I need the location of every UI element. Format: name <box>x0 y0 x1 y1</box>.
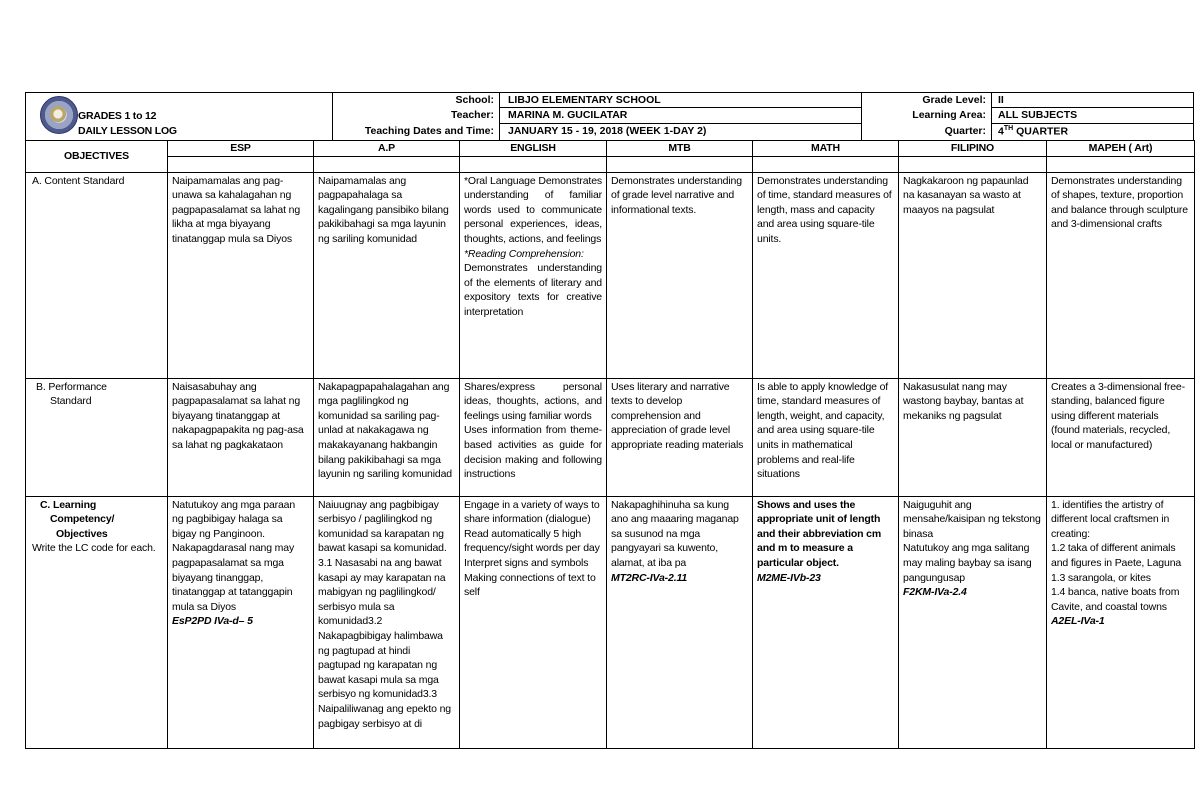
blank-header-row <box>26 156 1195 172</box>
oral-language-text: *Oral Language Demonstrates understanding of familiar words used to communicate personal experiences, ideas, thoughts, actions, and feelings <box>464 174 602 245</box>
column-header-ap: A.P <box>314 141 460 157</box>
filipino-learning-competency: Naiguguhit ang mensahe/kaisipan ng tekstong binasa Natutukoy ang mga salitang may maling baybay sa isang pangungusap F2KM-IVa-2.4 <box>899 496 1047 748</box>
mapeh-content-standard: Demonstrates understanding of shapes, texture, proportion and balance through sculpture and 3-dimensional crafts <box>1047 172 1195 378</box>
content-standard-label: A. Content Standard <box>26 172 168 378</box>
objectives-header: OBJECTIVES <box>26 141 168 173</box>
math-content-standard: Demonstrates understanding of time, standard measures of length, mass and capacity and area using square-tile units. <box>753 172 899 378</box>
ap-performance-standard: Nakapagpapahalagahan ang mga paglilingkod ng komunidad sa sariling pag-unlad at nakakagawa ng makakayanang hakbangin bilang pakikibahagi sa mga layunin ng sariling komunidad <box>314 378 460 496</box>
column-header-mapeh: MAPEH ( Art) <box>1047 141 1195 157</box>
esp-learning-competency: Natutukoy ang mga paraan ng pagbibigay halaga sa bigay ng Panginoon. Nakapagdarasal nang may pagpapasalamat sa mga biyayang tinanggap, tinatanggap at tatanggapin mula sa Diyos EsP2PD IVa-d– 5 <box>168 496 314 748</box>
mapeh-learning-competency: 1. identifies the artistry of different local craftsmen in creating: 1.2 taka of different animals and figures in Paete, Laguna 1.3 sarangola, or kites 1.4 banca, native boats from Cavite, and coastal towns A2EL-IVa-1 <box>1047 496 1195 748</box>
header-top-border <box>25 92 1194 93</box>
teaching-dates-value: JANUARY 15 - 19, 2018 (WEEK 1-DAY 2) <box>508 125 707 137</box>
column-header-esp: ESP <box>168 141 314 157</box>
esp-performance-standard: Naisasabuhay ang pagpapasalamat sa lahat ng biyayang tinatanggap at nakapagpapakita ng pag-asa sa lahat ng pagkakataon <box>168 378 314 496</box>
mtb-content-standard: Demonstrates understanding of grade level narrative and informational texts. <box>607 172 753 378</box>
deped-seal-icon <box>40 96 78 134</box>
learning-area-value: ALL SUBJECTS <box>998 109 1078 121</box>
quarter-value: 4TH QUARTER <box>998 125 1069 138</box>
grade-level-label: Grade Level: <box>922 94 986 106</box>
performance-standard-row <box>26 378 1195 496</box>
school-label: School: <box>455 94 494 106</box>
quarter-label: Quarter: <box>944 125 986 137</box>
lc-code: A2EL-IVa-1 <box>1051 615 1105 628</box>
column-header-english: ENGLISH <box>460 141 607 157</box>
teacher-value: MARINA M. GUCILATAR <box>508 109 628 121</box>
content-standard-row <box>26 172 1195 378</box>
header-divider <box>991 107 1194 108</box>
blank-cell <box>753 156 899 172</box>
filipino-content-standard: Nagkakaroon ng papaunlad na kasanayan sa wasto at maayos na pagsulat <box>899 172 1047 378</box>
grades-title: GRADES 1 to 12 <box>78 110 157 122</box>
blank-cell <box>314 156 460 172</box>
filipino-performance-standard: Nakasusulat nang may wastong baybay, bantas at mekaniks ng pagsulat <box>899 378 1047 496</box>
math-learning-competency: Shows and uses the appropriate unit of length and their abbreviation cm and m to measure a particular object. M2ME-IVb-23 <box>753 496 899 748</box>
mtb-learning-competency: Nakapaghihinuha sa kung ano ang maaaring maganap sa susunod na mga pangyayari sa kuwento, alamat, at iba pa MT2RC-IVa-2.11 <box>607 496 753 748</box>
english-performance-standard: Shares/express personal ideas, thoughts, actions, and feelings using familiar words Uses information from theme-based activities as guide for decision making and following instructions <box>460 378 607 496</box>
daily-lesson-log-title: DAILY LESSON LOG <box>78 125 177 137</box>
header-border <box>332 92 333 140</box>
english-learning-competency: Engage in a variety of ways to share information (dialogue) Read automatically 5 high frequency/sight words per day Interpret signs and symbols Making connections of text to self <box>460 496 607 748</box>
performance-standard-label: B. Performance Standard <box>26 378 168 496</box>
mtb-performance-standard: Uses literary and narrative texts to develop comprehension and appreciation of grade level appropriate reading materials <box>607 378 753 496</box>
header-divider <box>499 123 861 124</box>
header-border <box>861 92 862 140</box>
header-border <box>1193 92 1194 140</box>
mapeh-performance-standard: Creates a 3-dimensional free-standing, balanced figure using different materials (found materials, recycled, local or manufactured) <box>1047 378 1195 496</box>
learning-area-label: Learning Area: <box>912 109 986 121</box>
ap-content-standard: Naipamamalas ang pagpapahalaga sa kagalingang pansibiko bilang pakikibahagi sa mga layunin ng sariling komunidad <box>314 172 460 378</box>
blank-cell <box>607 156 753 172</box>
english-content-standard <box>460 172 607 378</box>
reading-comprehension-heading: *Reading Comprehension: <box>464 247 584 260</box>
ap-learning-competency: Naiuugnay ang pagbibigay serbisyo / paglilingkod ng komunidad sa karapatan ng bawat kasapi sa komunidad. 3.1 Nasasabi na ang bawat kasapi ay may karapatan na mabigyan ng paglilingkod/ serbisyo mula sa komunidad3.2 Nakapagbibigay halimbawa ng pagtupad at hindi pagtupad ng karapatan ng bawat kasapi mula sa mga serbisyo ng komunidad3.3 Naipaliliwanag ang epekto ng pagbigay serbisyo at di <box>314 496 460 748</box>
header-divider <box>991 123 1194 124</box>
blank-cell <box>460 156 607 172</box>
blank-cell <box>899 156 1047 172</box>
lc-code: M2ME-IVb-23 <box>757 571 821 584</box>
header-divider <box>499 107 861 108</box>
reading-comprehension-text: Demonstrates understanding of the elements of literary and expository texts for creative interpretation <box>464 262 602 318</box>
column-header-math: MATH <box>753 141 899 157</box>
header-border <box>499 92 500 140</box>
lc-code: EsP2PD IVa-d– 5 <box>172 615 253 628</box>
blank-cell <box>1047 156 1195 172</box>
header-border <box>25 92 26 140</box>
math-performance-standard: Is able to apply knowledge of time, standard measures of length, weight, and capacity, and area using square-tile units in mathematical problems and real-life situations <box>753 378 899 496</box>
grade-level-value: II <box>998 94 1004 106</box>
column-header-mtb: MTB <box>607 141 753 157</box>
teacher-label: Teacher: <box>451 109 494 121</box>
column-header-row <box>26 141 1195 157</box>
blank-cell <box>168 156 314 172</box>
lc-code: MT2RC-IVa-2.11 <box>611 571 688 584</box>
learning-competency-label: C. Learning Competency/ Objectives Write the LC code for each. <box>26 496 168 748</box>
lc-code: F2KM-IVa-2.4 <box>903 586 967 599</box>
teaching-dates-label: Teaching Dates and Time: <box>364 125 494 137</box>
header-border <box>991 92 992 140</box>
esp-content-standard: Naipamamalas ang pag-unawa sa kahalagahan ng pagpapasalamat sa lahat ng likha at mga biyayang tinatanggap mula sa Diyos <box>168 172 314 378</box>
learning-competency-row <box>26 496 1195 748</box>
lesson-log-table <box>25 140 1195 749</box>
school-value: LIBJO ELEMENTARY SCHOOL <box>508 94 661 106</box>
column-header-filipino: FILIPINO <box>899 141 1047 157</box>
